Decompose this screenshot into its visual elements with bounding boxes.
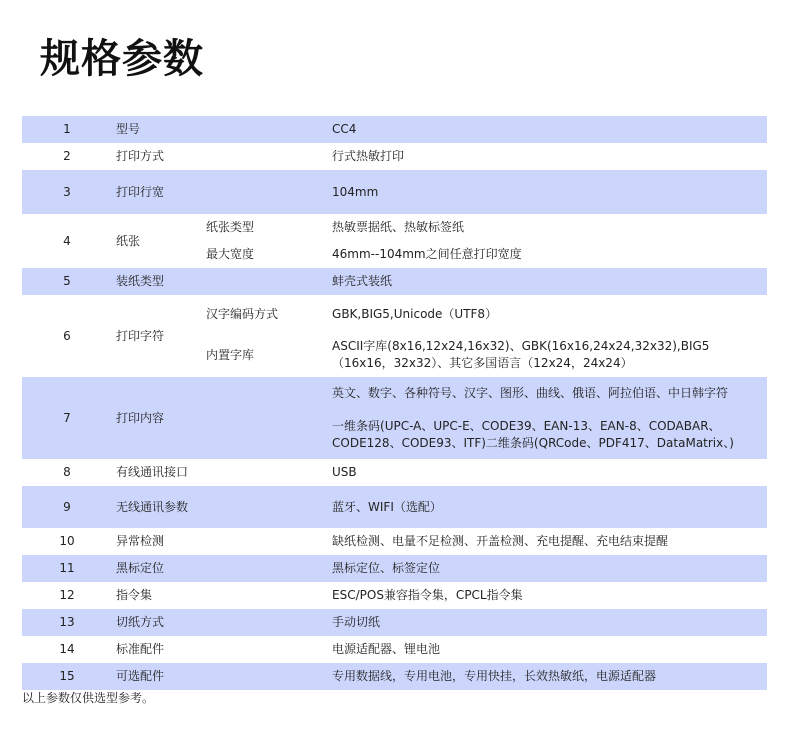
param-value: 专用数据线，专用电池，专用快挂，长效热敏纸，电源适配器	[328, 663, 767, 690]
row-number: 8	[22, 459, 112, 486]
sub-param-name: 内置字库	[202, 333, 328, 377]
row-number: 7	[22, 377, 112, 459]
row-number: 5	[22, 268, 112, 295]
row-number: 9	[22, 486, 112, 528]
row-number: 13	[22, 609, 112, 636]
param-name: 异常检测	[112, 528, 328, 555]
param-name: 黑标定位	[112, 555, 328, 582]
param-name: 标准配件	[112, 636, 328, 663]
row-number: 1	[22, 116, 112, 143]
param-name: 打印字符	[112, 295, 202, 377]
table-row	[22, 143, 767, 170]
table-row	[22, 459, 767, 486]
spec-table	[22, 116, 767, 690]
param-value: 104mm	[328, 170, 767, 214]
param-name: 打印方式	[112, 143, 328, 170]
param-value: ASCII字库(8x16,12x24,16x32)、GBK(16x16,24x24,32x32),BIG5（16x16，32x32）、其它多国语言（12x24，24x24）	[328, 333, 767, 377]
param-value: 蚌壳式装纸	[328, 268, 767, 295]
table-row	[22, 486, 767, 528]
sub-param-name: 汉字编码方式	[202, 295, 328, 333]
table-row	[22, 377, 767, 459]
table-row	[22, 636, 767, 663]
param-value: ESC/POS兼容指令集，CPCL指令集	[328, 582, 767, 609]
param-value: GBK,BIG5,Unicode（UTF8）	[328, 295, 767, 333]
table-row	[22, 582, 767, 609]
row-number: 11	[22, 555, 112, 582]
table-row	[22, 609, 767, 636]
param-name: 无线通讯参数	[112, 486, 328, 528]
page-title: 规格参数	[40, 36, 204, 82]
param-name: 型号	[112, 116, 328, 143]
param-name: 打印内容	[112, 377, 328, 459]
param-value: 手动切纸	[328, 609, 767, 636]
table-row	[22, 214, 767, 241]
param-value: 电源适配器、锂电池	[328, 636, 767, 663]
table-row	[22, 663, 767, 690]
param-name: 指令集	[112, 582, 328, 609]
value-line: 一维条码(UPC-A、UPC-E、CODE39、EAN-13、EAN-8、CODABAR、CODE128、CODE93、ITF)二维条码(QRCode、PDF417、DataMatrix、)	[332, 418, 734, 450]
row-number: 14	[22, 636, 112, 663]
value-line: 英文、数字、各种符号、汉字、图形、曲线、俄语、阿拉伯语、中日韩字符	[332, 385, 729, 400]
param-name: 纸张	[112, 214, 202, 268]
row-number: 10	[22, 528, 112, 555]
row-number: 2	[22, 143, 112, 170]
row-number: 6	[22, 295, 112, 377]
param-value: 46mm--104mm之间任意打印宽度	[328, 241, 767, 268]
param-name: 切纸方式	[112, 609, 328, 636]
sub-param-name: 最大宽度	[202, 241, 328, 268]
table-row	[22, 528, 767, 555]
row-number: 3	[22, 170, 112, 214]
param-value: 蓝牙、WIFI（选配）	[328, 486, 767, 528]
footnote: 以上参数仅供选型参考。	[22, 691, 155, 705]
table-row	[22, 268, 767, 295]
param-value	[328, 377, 767, 459]
param-name: 打印行宽	[112, 170, 328, 214]
table-row	[22, 116, 767, 143]
row-number: 15	[22, 663, 112, 690]
param-value: 热敏票据纸、热敏标签纸	[328, 214, 767, 241]
table-row	[22, 295, 767, 333]
param-value: 黑标定位、标签定位	[328, 555, 767, 582]
table-row	[22, 170, 767, 214]
param-value: 缺纸检测、电量不足检测、开盖检测、充电提醒、充电结束提醒	[328, 528, 767, 555]
param-value: CC4	[328, 116, 767, 143]
param-value: USB	[328, 459, 767, 486]
param-value: 行式热敏打印	[328, 143, 767, 170]
param-name: 有线通讯接口	[112, 459, 328, 486]
row-number: 4	[22, 214, 112, 268]
param-name: 可选配件	[112, 663, 328, 690]
sub-param-name: 纸张类型	[202, 214, 328, 241]
param-name: 装纸类型	[112, 268, 328, 295]
table-row	[22, 555, 767, 582]
row-number: 12	[22, 582, 112, 609]
